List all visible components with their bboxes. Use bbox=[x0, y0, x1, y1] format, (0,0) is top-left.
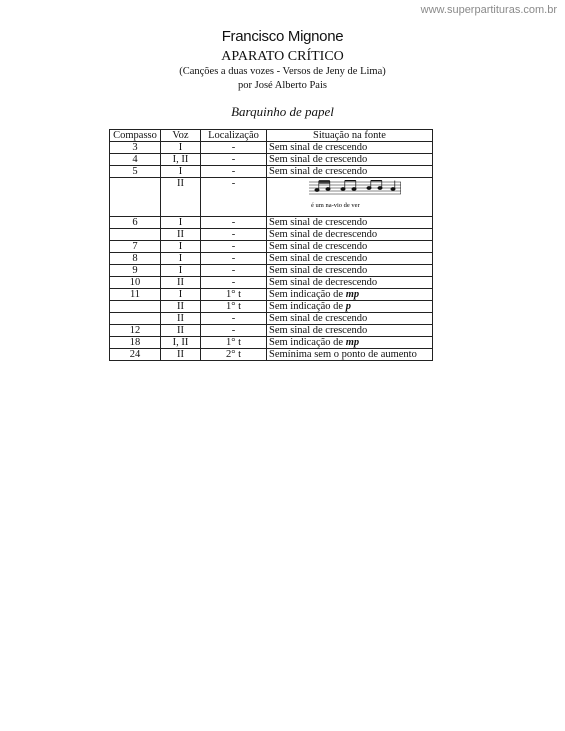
situacao-text: Sem sinal de crescendo bbox=[269, 265, 368, 276]
cell-situacao bbox=[267, 313, 433, 325]
music-excerpt-image bbox=[309, 180, 401, 210]
cell-situacao bbox=[267, 166, 433, 178]
piece-title: Barquinho de papel bbox=[231, 104, 334, 119]
cell-compasso bbox=[110, 229, 161, 241]
cell-localizacao: 1° t bbox=[201, 337, 267, 349]
situacao-text: Sem sinal de crescendo bbox=[269, 313, 368, 324]
situacao-text: Semínima sem o ponto de aumento bbox=[269, 349, 417, 360]
cell-situacao bbox=[267, 337, 433, 349]
table-row bbox=[110, 253, 433, 265]
cell-localizacao: - bbox=[201, 166, 267, 178]
composer-name: Francisco Mignone bbox=[221, 28, 344, 45]
situacao-text: Sem sinal de crescendo bbox=[269, 142, 368, 153]
cell-situacao bbox=[267, 349, 433, 361]
table-row bbox=[110, 241, 433, 253]
cell-compasso bbox=[110, 313, 161, 325]
cell-voz: I, II bbox=[161, 337, 201, 349]
cell-voz: II bbox=[161, 301, 201, 313]
cell-voz: I, II bbox=[161, 154, 201, 166]
cell-voz: II bbox=[161, 229, 201, 241]
cell-voz: I bbox=[161, 166, 201, 178]
table-row bbox=[110, 142, 433, 154]
header-localizacao: Localização bbox=[201, 130, 267, 142]
cell-situacao bbox=[267, 325, 433, 337]
cell-compasso: 12 bbox=[110, 325, 161, 337]
table-header-row bbox=[110, 130, 433, 142]
cell-situacao bbox=[267, 301, 433, 313]
dynamic-marking: mp bbox=[345, 289, 360, 300]
situacao-text: Sem sinal de crescendo bbox=[269, 217, 368, 228]
document-author: por José Alberto Pais bbox=[238, 80, 327, 91]
cell-localizacao: - bbox=[201, 229, 267, 241]
cell-compasso: 8 bbox=[110, 253, 161, 265]
cell-localizacao: - bbox=[201, 313, 267, 325]
table-row bbox=[110, 229, 433, 241]
cell-situacao bbox=[267, 289, 433, 301]
critical-apparatus-table bbox=[109, 129, 433, 361]
situacao-text: Sem indicação de bbox=[269, 337, 346, 348]
header-compasso: Compasso bbox=[110, 130, 161, 142]
cell-compasso: 9 bbox=[110, 265, 161, 277]
cell-situacao bbox=[267, 154, 433, 166]
cell-voz: I bbox=[161, 241, 201, 253]
table-row bbox=[110, 217, 433, 229]
table-row bbox=[110, 313, 433, 325]
situacao-text: Sem sinal de crescendo bbox=[269, 241, 368, 252]
cell-situacao bbox=[267, 217, 433, 229]
table-row bbox=[110, 349, 433, 361]
cell-voz: I bbox=[161, 253, 201, 265]
cell-situacao bbox=[267, 277, 433, 289]
cell-situacao bbox=[267, 229, 433, 241]
cell-localizacao: - bbox=[201, 154, 267, 166]
cell-localizacao: - bbox=[201, 265, 267, 277]
cell-localizacao: - bbox=[201, 142, 267, 154]
cell-voz: I bbox=[161, 289, 201, 301]
cell-localizacao: - bbox=[201, 277, 267, 289]
cell-compasso: 6 bbox=[110, 217, 161, 229]
cell-localizacao: - bbox=[201, 217, 267, 229]
cell-compasso: 11 bbox=[110, 289, 161, 301]
cell-voz: II bbox=[161, 349, 201, 361]
table-row bbox=[110, 166, 433, 178]
table-row bbox=[110, 178, 433, 217]
table-row bbox=[110, 265, 433, 277]
cell-compasso: 24 bbox=[110, 349, 161, 361]
cell-compasso: 4 bbox=[110, 154, 161, 166]
cell-localizacao: 1° t bbox=[201, 301, 267, 313]
table-row bbox=[110, 289, 433, 301]
table-row bbox=[110, 301, 433, 313]
situacao-text: Sem indicação de bbox=[269, 301, 346, 312]
header-situacao: Situação na fonte bbox=[267, 130, 433, 142]
header-voz: Voz bbox=[161, 130, 201, 142]
cell-compasso: 3 bbox=[110, 142, 161, 154]
situacao-text: Sem sinal de crescendo bbox=[269, 325, 368, 336]
cell-localizacao: - bbox=[201, 325, 267, 337]
cell-compasso: 10 bbox=[110, 277, 161, 289]
cell-situacao bbox=[267, 142, 433, 154]
situacao-text: Sem sinal de crescendo bbox=[269, 154, 368, 165]
cell-compasso bbox=[110, 301, 161, 313]
table-row bbox=[110, 337, 433, 349]
document-title: APARATO CRÍTICO bbox=[221, 49, 344, 64]
cell-localizacao: 2° t bbox=[201, 349, 267, 361]
cell-compasso: 5 bbox=[110, 166, 161, 178]
cell-voz: II bbox=[161, 313, 201, 325]
watermark: www.superpartituras.com.br bbox=[420, 4, 557, 16]
cell-compasso: 18 bbox=[110, 337, 161, 349]
table-row bbox=[110, 325, 433, 337]
cell-voz: II bbox=[161, 277, 201, 289]
cell-localizacao: - bbox=[201, 241, 267, 253]
cell-situacao bbox=[267, 241, 433, 253]
excerpt-lyrics: é um na-vio de ver bbox=[311, 202, 360, 209]
cell-situacao bbox=[267, 265, 433, 277]
dynamic-marking: mp bbox=[345, 337, 360, 348]
cell-compasso bbox=[110, 178, 161, 217]
situacao-text: Sem sinal de decrescendo bbox=[269, 277, 378, 288]
situacao-text: Sem sinal de crescendo bbox=[269, 166, 368, 177]
cell-compasso: 7 bbox=[110, 241, 161, 253]
cell-voz: II bbox=[161, 178, 201, 217]
situacao-text: Sem indicação de bbox=[269, 289, 346, 300]
situacao-text: Sem sinal de decrescendo bbox=[269, 229, 378, 240]
cell-situacao bbox=[267, 253, 433, 265]
cell-voz: I bbox=[161, 217, 201, 229]
cell-voz: I bbox=[161, 142, 201, 154]
situacao-text: Sem sinal de crescendo bbox=[269, 253, 368, 264]
cell-localizacao: 1° t bbox=[201, 289, 267, 301]
cell-voz: I bbox=[161, 265, 201, 277]
dynamic-marking: p bbox=[345, 301, 351, 312]
table-row bbox=[110, 277, 433, 289]
document-subtitle: (Canções a duas vozes - Versos de Jeny de Lima) bbox=[179, 66, 386, 77]
cell-situacao bbox=[267, 178, 433, 217]
cell-localizacao: - bbox=[201, 178, 267, 217]
cell-localizacao: - bbox=[201, 253, 267, 265]
cell-voz: II bbox=[161, 325, 201, 337]
table-row bbox=[110, 154, 433, 166]
